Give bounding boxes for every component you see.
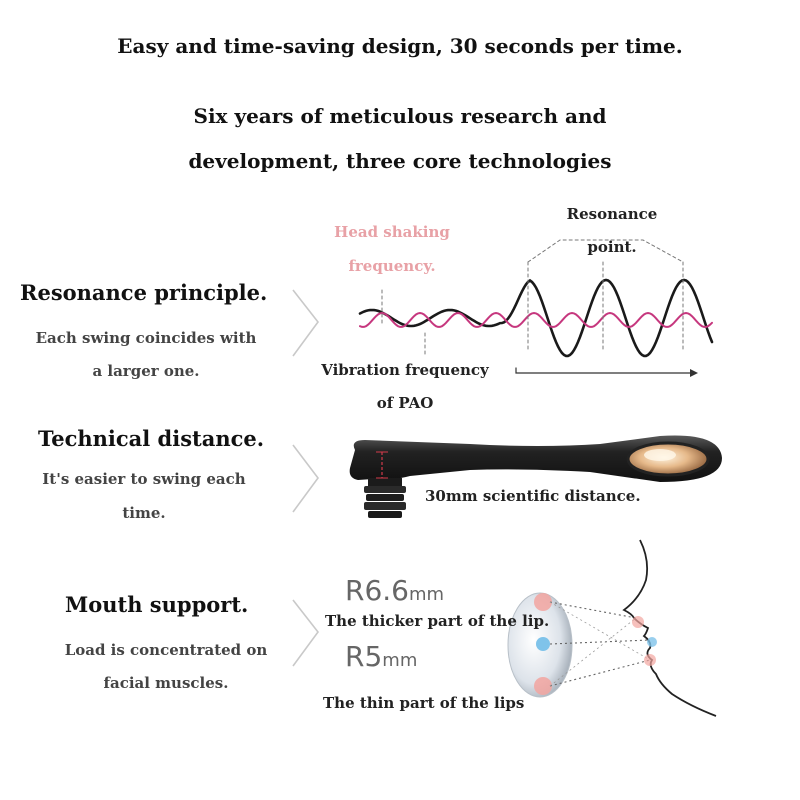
- chevron-right-icon: [293, 445, 318, 512]
- thin-lip-label: The thin part of the lips: [323, 694, 525, 712]
- thick-lip-label: The thicker part of the lip.: [325, 612, 550, 630]
- head-shaking-label-2: frequency.: [348, 257, 436, 275]
- resonance-desc-2: a larger one.: [92, 362, 200, 380]
- mouth-title: Mouth support.: [65, 592, 249, 617]
- resonance-point-label-1: Resonance: [566, 205, 658, 223]
- resonance-desc-1: Each swing coincides with: [35, 329, 257, 347]
- radius-upper-value: R6.6: [345, 574, 409, 607]
- device-product: [350, 435, 722, 518]
- vibration-label-2: of PAO: [376, 394, 434, 412]
- header-line-1: Easy and time-saving design, 30 seconds per time.: [117, 34, 683, 58]
- distance-desc-2: time.: [122, 504, 166, 522]
- product-distance-label: 30mm scientific distance.: [425, 487, 641, 505]
- resonance-point-label-2: point.: [587, 238, 637, 256]
- chevron-right-icon: [293, 290, 318, 356]
- distance-desc-1: It's easier to swing each: [42, 470, 246, 488]
- mouth-desc-1: Load is concentrated on: [64, 641, 268, 659]
- header-line-3: development, three core technologies: [188, 149, 612, 173]
- device-neck: [368, 478, 402, 486]
- mouth-desc-2: facial muscles.: [103, 674, 229, 692]
- lower-contact-point: [534, 677, 552, 695]
- middle-contact-point: [536, 637, 550, 651]
- arrow-head-icon: [690, 369, 698, 377]
- upper-contact-point: [534, 593, 552, 611]
- radius-upper-unit: mm: [408, 584, 445, 605]
- time-arrow: [516, 368, 690, 373]
- vibration-label-1: Vibration frequency: [321, 361, 489, 379]
- head-shaking-label-1: Head shaking: [334, 223, 450, 241]
- header-line-2: Six years of meticulous research and: [193, 104, 607, 128]
- resonance-title: Resonance principle.: [20, 280, 268, 305]
- radius-lower-unit: mm: [382, 650, 418, 671]
- distance-title: Technical distance.: [38, 426, 265, 451]
- radius-lower-value: R5: [345, 640, 383, 673]
- radius-upper: [345, 574, 444, 607]
- face-profile: [624, 540, 716, 716]
- device-base-ridge: [364, 486, 406, 493]
- radius-lower: [345, 640, 417, 673]
